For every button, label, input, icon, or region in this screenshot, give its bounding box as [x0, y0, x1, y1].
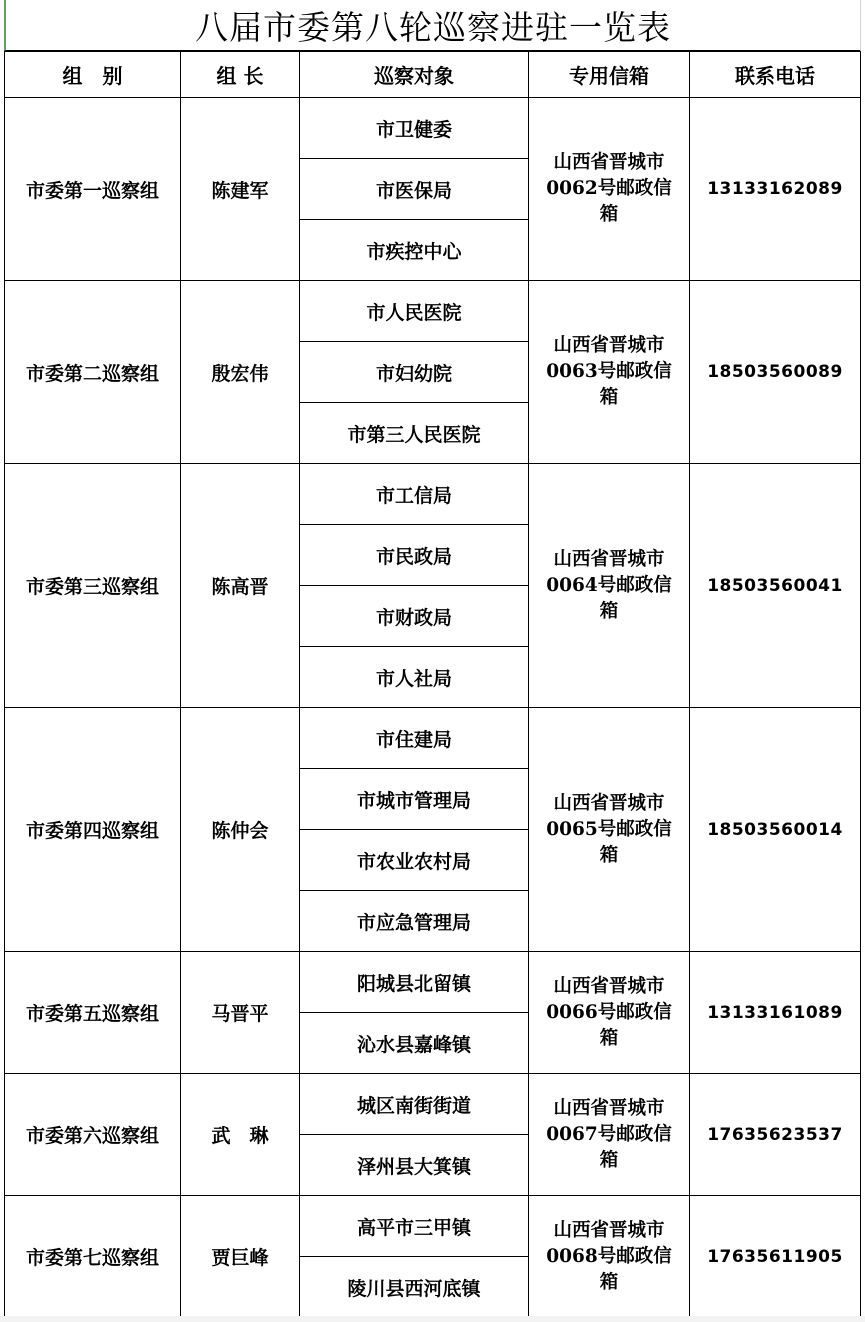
sheet-bottom-band [0, 1316, 865, 1322]
table-row [5, 708, 861, 769]
group-name-cell: 市委第五巡察组 [5, 952, 181, 1074]
target-cell: 市应急管理局 [300, 891, 529, 952]
mailbox-cell: 山西省晋城市0062号邮政信箱 [529, 98, 690, 281]
header-leader: 组 长 [181, 52, 300, 98]
group-name-cell: 市委第三巡察组 [5, 464, 181, 708]
header-phone: 联系电话 [690, 52, 861, 98]
leader-cell: 殷宏伟 [181, 281, 300, 464]
target-cell: 市卫健委 [300, 98, 529, 159]
phone-cell: 18503560014 [690, 708, 861, 952]
target-cell: 市妇幼院 [300, 342, 529, 403]
mailbox-cell: 山西省晋城市0067号邮政信箱 [529, 1074, 690, 1196]
table-row [5, 98, 861, 159]
mailbox-cell: 山西省晋城市0066号邮政信箱 [529, 952, 690, 1074]
target-cell: 市人民医院 [300, 281, 529, 342]
target-cell: 泽州县大箕镇 [300, 1135, 529, 1196]
group-name-cell: 市委第六巡察组 [5, 1074, 181, 1196]
target-cell: 沁水县嘉峰镇 [300, 1013, 529, 1074]
target-cell: 高平市三甲镇 [300, 1196, 529, 1257]
table-row [5, 281, 861, 342]
phone-cell: 13133162089 [690, 98, 861, 281]
group-name-cell: 市委第二巡察组 [5, 281, 181, 464]
table-row [5, 952, 861, 1013]
header-target: 巡察对象 [300, 52, 529, 98]
leader-cell: 陈建军 [181, 98, 300, 281]
leader-cell: 马晋平 [181, 952, 300, 1074]
header-mailbox: 专用信箱 [529, 52, 690, 98]
target-cell: 市城市管理局 [300, 769, 529, 830]
title-row [4, 0, 860, 51]
mailbox-cell: 山西省晋城市0063号邮政信箱 [529, 281, 690, 464]
target-cell: 市财政局 [300, 586, 529, 647]
phone-cell: 18503560041 [690, 464, 861, 708]
table-row [5, 1196, 861, 1257]
mailbox-cell: 山西省晋城市0065号邮政信箱 [529, 708, 690, 952]
target-cell: 市人社局 [300, 647, 529, 708]
target-cell: 城区南街街道 [300, 1074, 529, 1135]
inspection-table [4, 51, 861, 1318]
table-row [5, 464, 861, 525]
phone-cell: 17635623537 [690, 1074, 861, 1196]
leader-cell: 陈仲会 [181, 708, 300, 952]
target-cell: 市民政局 [300, 525, 529, 586]
table-row [5, 1074, 861, 1135]
target-cell: 市农业农村局 [300, 830, 529, 891]
target-cell: 市住建局 [300, 708, 529, 769]
target-cell: 陵川县西河底镇 [300, 1257, 529, 1318]
target-cell: 市医保局 [300, 159, 529, 220]
group-name-cell: 市委第四巡察组 [5, 708, 181, 952]
phone-cell: 13133161089 [690, 952, 861, 1074]
mailbox-cell: 山西省晋城市0064号邮政信箱 [529, 464, 690, 708]
leader-cell: 武 琳 [181, 1074, 300, 1196]
leader-cell: 贾巨峰 [181, 1196, 300, 1318]
leader-cell: 陈高晋 [181, 464, 300, 708]
mailbox-cell: 山西省晋城市0068号邮政信箱 [529, 1196, 690, 1318]
table-body [5, 98, 861, 1318]
phone-cell: 18503560089 [690, 281, 861, 464]
group-name-cell: 市委第一巡察组 [5, 98, 181, 281]
target-cell: 市疾控中心 [300, 220, 529, 281]
target-cell: 阳城县北留镇 [300, 952, 529, 1013]
header-group: 组 别 [5, 52, 181, 98]
target-cell: 市工信局 [300, 464, 529, 525]
target-cell: 市第三人民医院 [300, 403, 529, 464]
document-sheet [4, 0, 860, 1318]
header-row [5, 52, 861, 98]
phone-cell: 17635611905 [690, 1196, 861, 1318]
page-title: 八届市委第八轮巡察进驻一览表 [195, 7, 671, 47]
group-name-cell: 市委第七巡察组 [5, 1196, 181, 1318]
